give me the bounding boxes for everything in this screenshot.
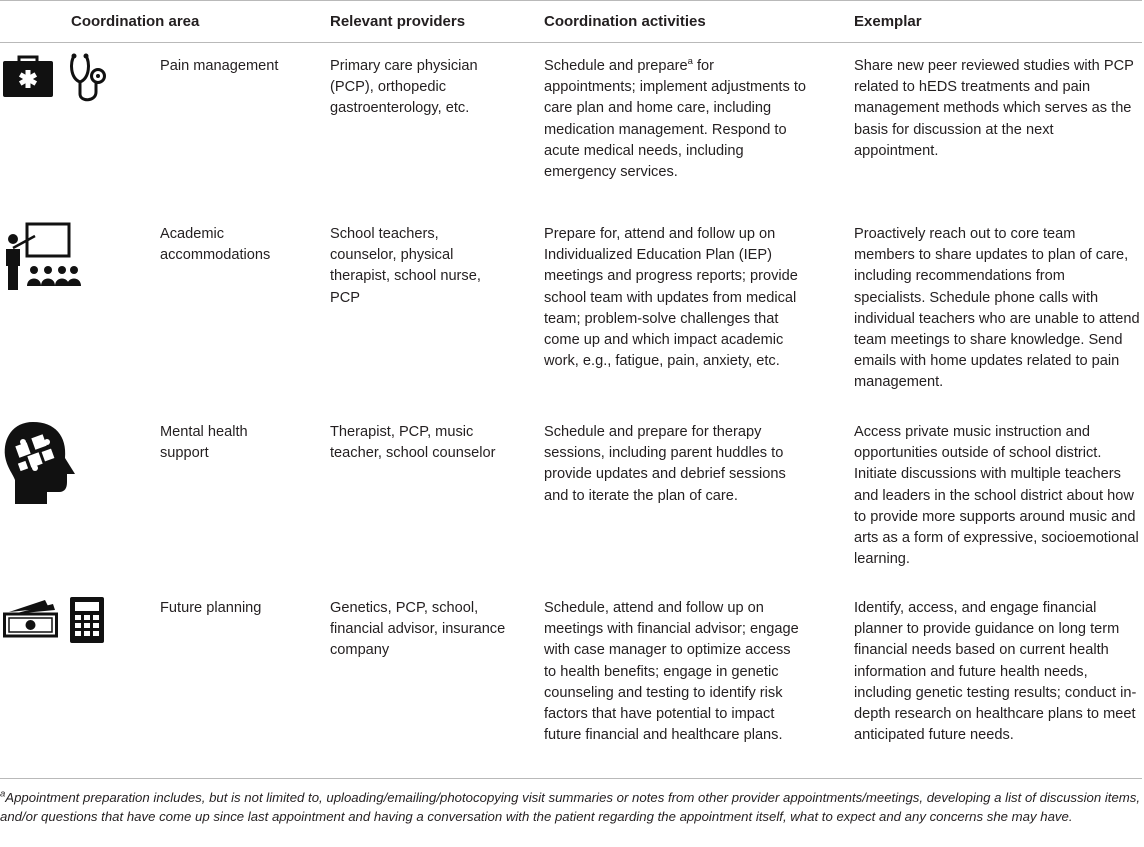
header-coordination-activities: Coordination activities: [544, 13, 706, 30]
row-pain-activities: Schedule and prepare$^a$ for appointments; implement adjustments to care plan and home care, including medication management. Respond to acute medical needs, including emergency services.: [544, 56, 807, 181]
teacher-classroom-icon: [3, 222, 81, 297]
row-future-providers: Genetics, PCP, school, financial advisor, insurance company: [330, 600, 506, 659]
footnote-marker-a: a: [687, 56, 693, 68]
row-academic-providers: School teachers, counselor, physical therapist, school nurse, PCP: [330, 226, 481, 306]
row-future-activities: Schedule, attend and follow up on meetings with financial advisor; engage with case manager to optimize access to health benefits; engage in genetic counseling and testing to identify risk factors that have potential to impact future financial and healthcare plans.: [544, 600, 799, 744]
row-future-exemplar: Identify, access, and engage financial planner to provide guidance on long term financial needs based on current health information and future health needs, including genetic testing results; conduct in-depth research on healthcare plans to meet anticipated future needs.: [854, 600, 1137, 744]
header-exemplar: Exemplar: [854, 13, 922, 30]
row-pain-providers: Primary care physician (PCP), orthopedic gastroenterology, etc.: [330, 58, 478, 117]
stethoscope-icon: [68, 52, 110, 109]
row-pain-area: Pain management: [160, 58, 279, 74]
header-rule: [0, 42, 1142, 43]
calculator-icon: [70, 597, 104, 648]
row-pain-exemplar: Share new peer reviewed studies with PCP related to hEDS treatments and pain management methods which serves as the basis for discussion at the next appointment.: [854, 58, 1134, 159]
bottom-rule: [0, 778, 1142, 779]
row-academic-activities: Prepare for, attend and follow up on Individualized Education Plan (IEP) meetings and progress reports; provide school team with updates from medical team; problem-solve challenges that come up and which impact academic work, e.g., fatigue, pain, anxiety, etc.: [544, 226, 798, 370]
top-rule: [0, 0, 1142, 1]
head-puzzle-icon: [3, 420, 77, 511]
row-mental-exemplar: Access private music instruction and opportunities outside of school district. Initiate discussions with multiple teachers and leaders in the school district about how to provide more supports around music and arts as a form of expressive, socioemotional learning.: [854, 424, 1139, 568]
header-coordination-area: Coordination area: [71, 13, 200, 30]
footnote-marker: a: [0, 788, 6, 800]
row-mental-providers: Therapist, PCP, music teacher, school counselor: [330, 424, 496, 462]
row-mental-activities: Schedule and prepare for therapy sessions, including parent huddles to provide updates and debrief sessions and to iterate the plan of care.: [544, 424, 786, 504]
header-relevant-providers: Relevant providers: [330, 13, 466, 30]
row-academic-exemplar: Proactively reach out to core team members to share updates to plan of care, including recommendations from specialists. Schedule phone calls with individual teachers who are unable to attend team meetings to share knowledge. Send emails with home updates related to pain management.: [854, 226, 1140, 391]
row-mental-area: Mental health support: [160, 424, 248, 462]
money-icon: [3, 598, 59, 645]
medical-kit-icon: [3, 55, 53, 102]
row-academic-area: Academic accommodations: [160, 226, 271, 264]
table-footnote: $^a$Appointment preparation includes, but is not limited to, uploading/emailing/photocopying visit summaries or notes from other provider appointments/meetings, developing a list of discussion items, and/or questions that have come up since last appointment and having a conversation with the patient regarding the appointment itself, what to expect and any concerns she may have.: [0, 788, 1141, 824]
row-future-area: Future planning: [160, 600, 262, 616]
